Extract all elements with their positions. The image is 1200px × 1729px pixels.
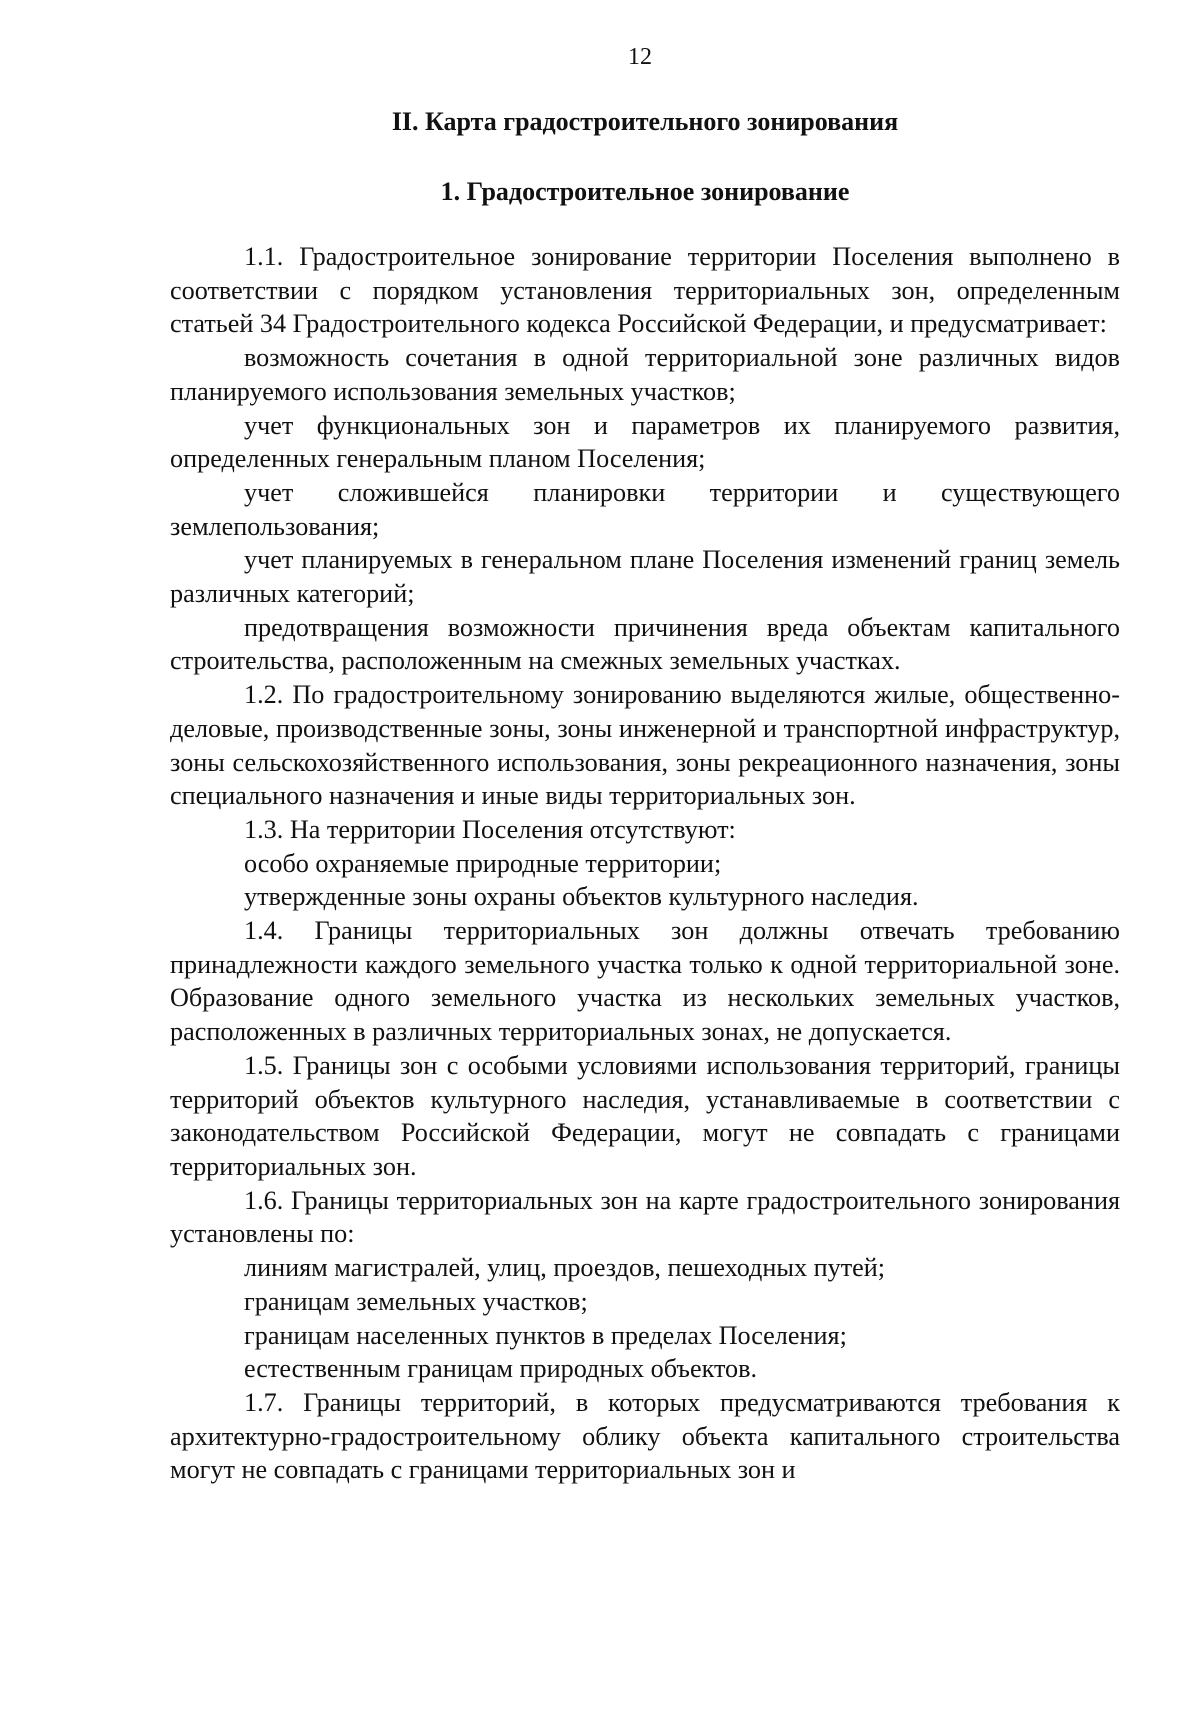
paragraph-1-7: 1.7. Границы территорий, в которых предусматриваются требования к архитектурно-градостроительному облику объекта капитального строительства могут не совпадать с границами территориальных зон и [170, 1387, 1120, 1485]
paragraph-item: линиям магистралей, улиц, проездов, пешеходных путей; [244, 1253, 886, 1283]
paragraph-item: учет функциональных зон и параметров их планируемого развития, определенных генеральным планом Поселения; [170, 410, 1120, 474]
paragraph-1-1: 1.1. Градостроительное зонирование территории Поселения выполнено в соответствии с порядком установления территориальных зон, определенным статьей 34 Градостроительного кодекса Российской Федерации, и предусматривает: [170, 242, 1120, 339]
paragraph-1-6: 1.6. Границы территориальных зон на карте градостроительного зонирования установлены по: [170, 1185, 1120, 1249]
paragraph-item: учет планируемых в генеральном плане Поселения изменений границ земель различных категорий; [170, 545, 1120, 609]
paragraph-item: границам земельных участков; [244, 1286, 588, 1316]
paragraph-item: естественным границам природных объектов. [244, 1354, 758, 1384]
paragraph-1-2: 1.2. По градостроительному зонированию выделяются жилые, общественно-деловые, производственные зоны, зоны инженерной и транспортной инфраструктур, зоны сельскохозяйственного использования, зоны рекреационного назначения, зоны специального назначения и иные виды территориальных зон. [170, 680, 1120, 811]
paragraph-item: возможность сочетания в одной территориальной зоне различных видов планируемого использования земельных участков; [170, 343, 1120, 406]
section-title: II. Карта градостроительного зонирования [391, 107, 899, 136]
paragraph-item: учет сложившейся планировки территории и существующего землепользования; [170, 477, 1120, 541]
paragraph-item: предотвращения возможности причинения вреда объектам капитального строительства, расположенным на смежных земельных участках. [170, 612, 1120, 676]
document-content [170, 104, 1120, 1487]
subsection-title: 1. Градостроительное зонирование [440, 177, 850, 206]
document-body [170, 240, 1120, 1487]
paragraph-1-4: 1.4. Границы территориальных зон должны отвечать требованию принадлежности каждого земельного участка только к одной территориальной зоне. Образование одного земельного участка из нескольких земельных участков, расположенных в различных территориальных зонах, не допускается. [170, 916, 1120, 1047]
paragraph-item: границам населенных пунктов в пределах Поселения; [244, 1320, 847, 1350]
paragraph-item: особо охраняемые природные территории; [244, 848, 722, 878]
page-number: 12 [628, 44, 652, 70]
paragraph-item: утвержденные зоны охраны объектов культурного наследия. [244, 882, 919, 912]
paragraph-1-5: 1.5. Границы зон с особыми условиями использования территорий, границы территорий объектов культурного наследия, устанавливаемые в соответствии с законодательством Российской Федерации, могут не совпадать с границами территориальных зон. [170, 1050, 1120, 1181]
paragraph-1-3: 1.3. На территории Поселения отсутствуют: [244, 814, 736, 844]
